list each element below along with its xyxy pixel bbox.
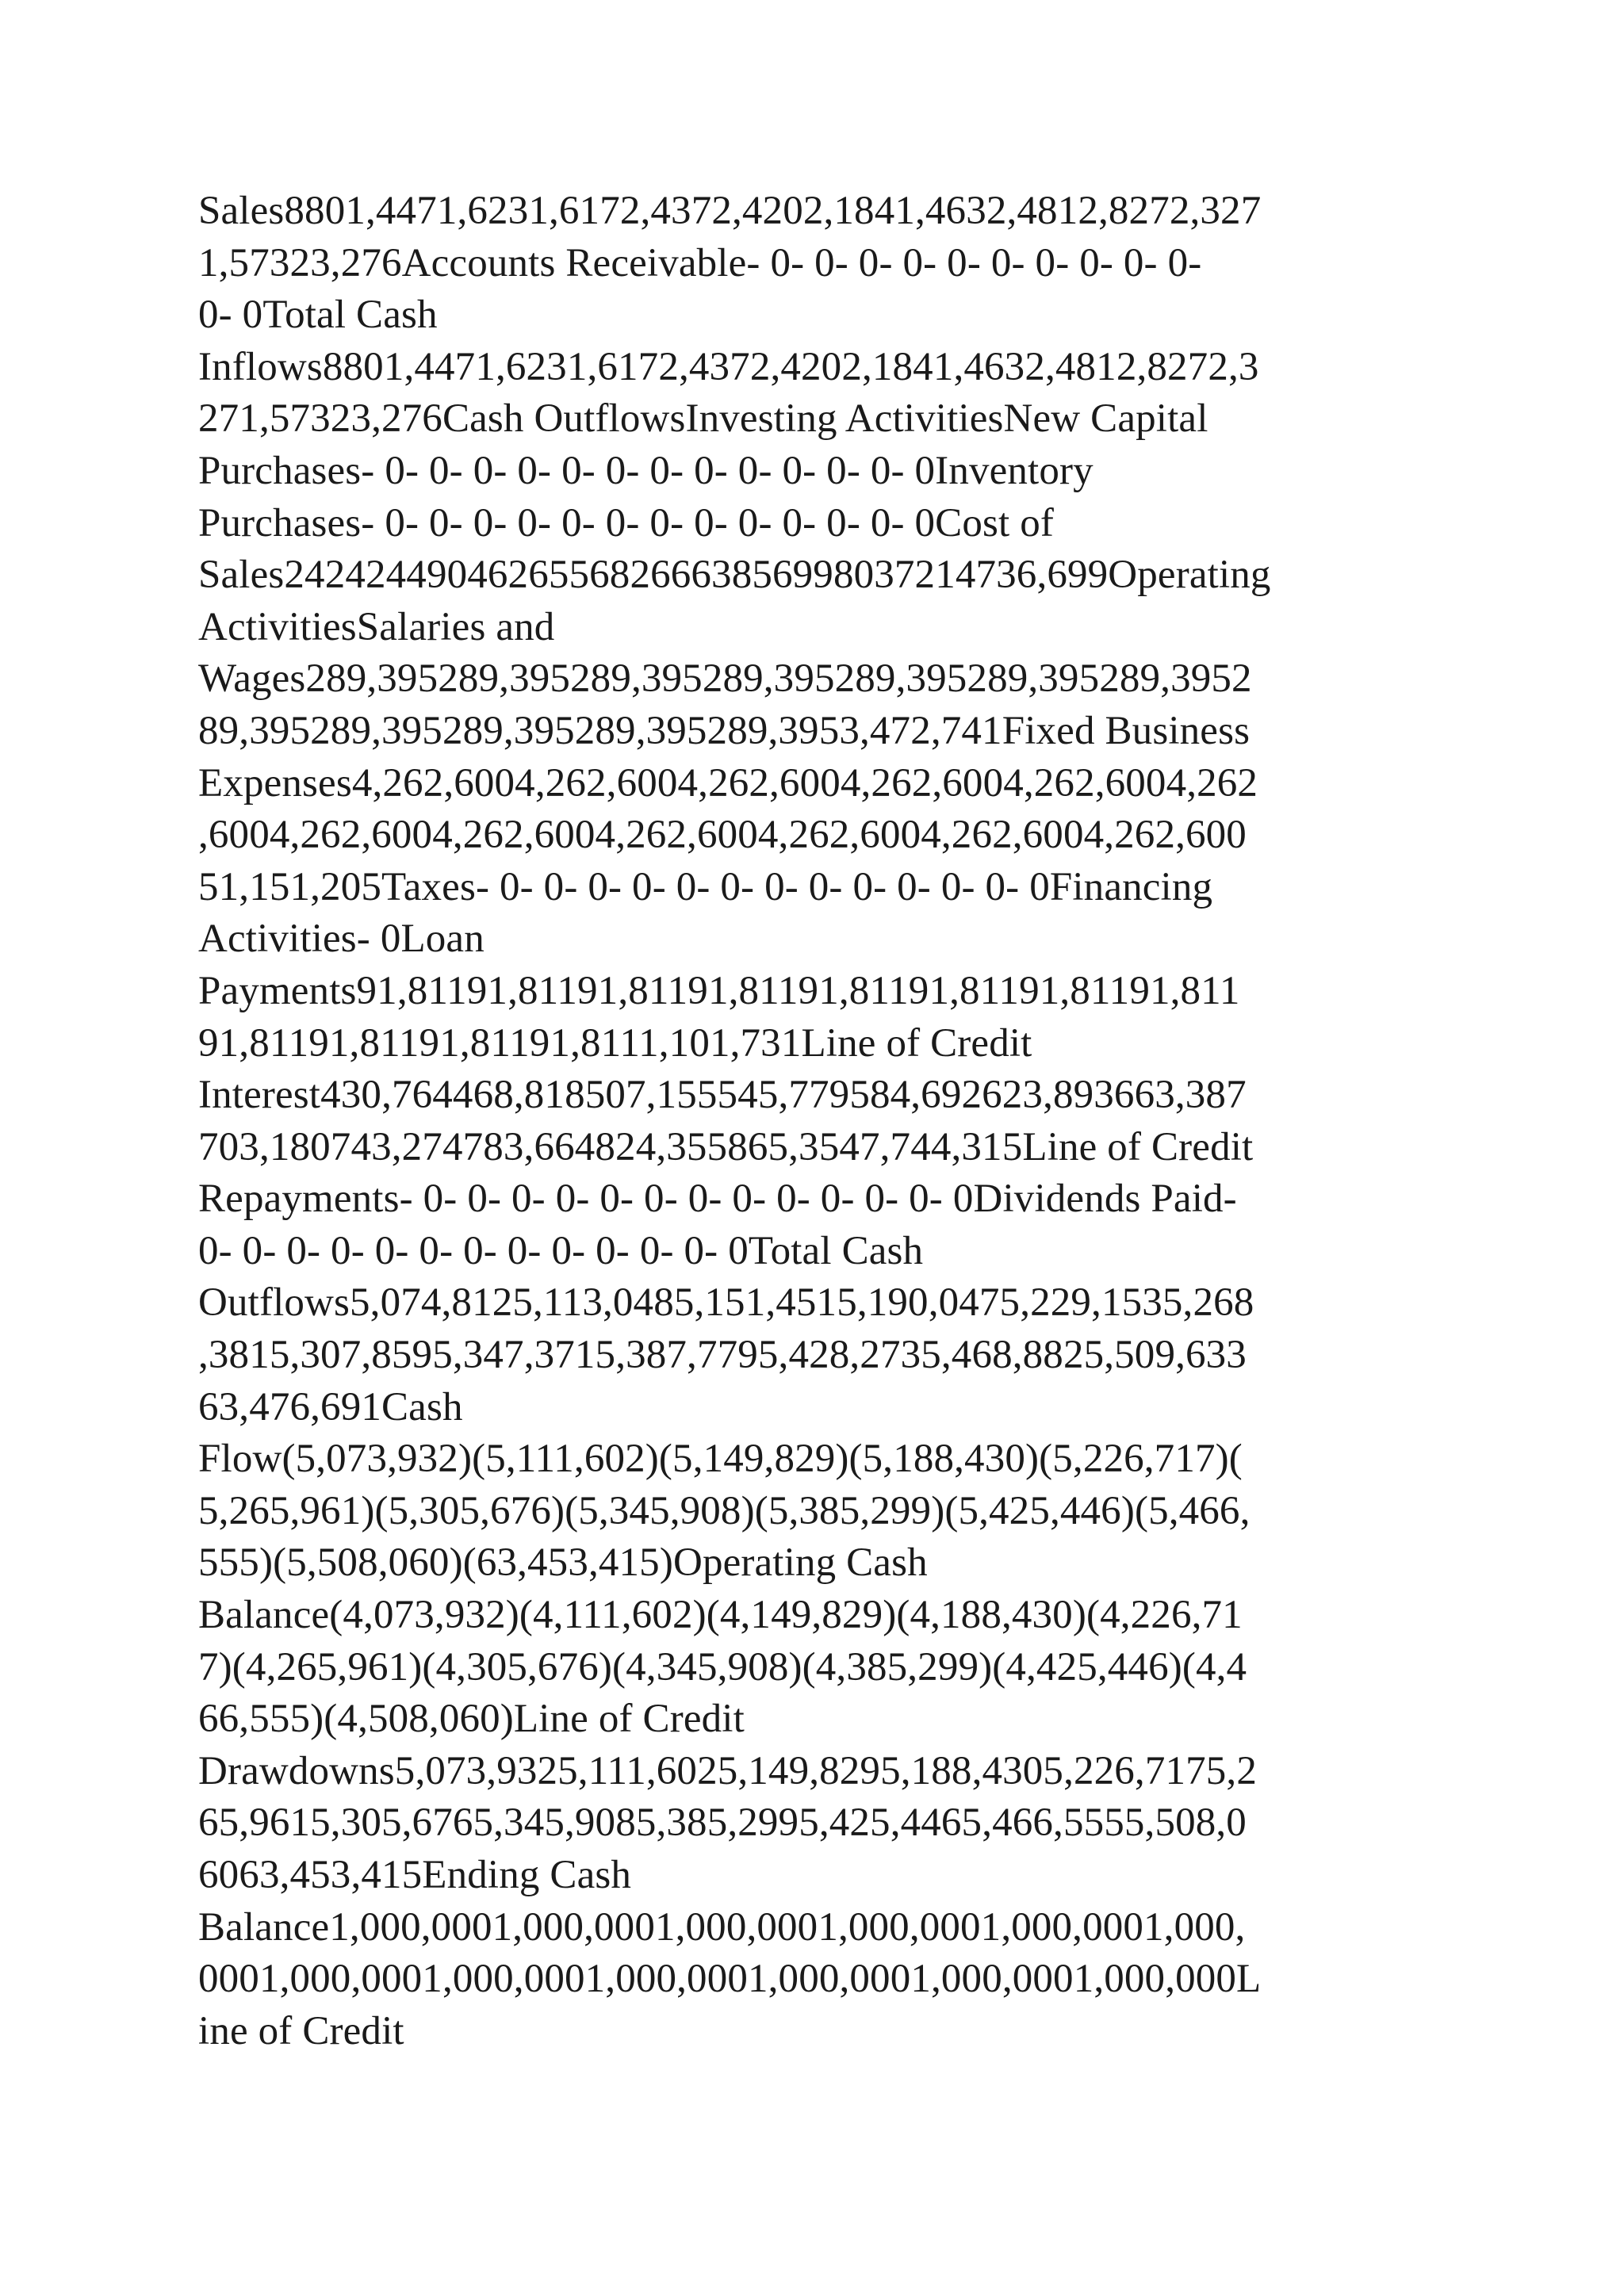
text-line: 0- 0- 0- 0- 0- 0- 0- 0- 0- 0- 0- 0- 0Total Cash (198, 1228, 924, 1273)
text-line: 5,265,961)(5,305,676)(5,345,908)(5,385,299)(5,425,446)(5,466, (198, 1488, 1251, 1533)
text-line: Balance(4,073,932)(4,111,602)(4,149,829)(4,188,430)(4,226,71 (198, 1593, 1243, 1638)
text-line: 89,395289,395289,395289,395289,3953,472,741Fixed Business (198, 708, 1251, 753)
text-line: Drawdowns5,073,9325,111,6025,149,8295,188,4305,226,7175,2 (198, 1748, 1257, 1793)
text-line: 7)(4,265,961)(4,305,676)(4,345,908)(4,385,299)(4,425,446)(4,4 (198, 1644, 1247, 1689)
text-line: Repayments- 0- 0- 0- 0- 0- 0- 0- 0- 0- 0- 0- 0- 0Dividends Paid- (198, 1177, 1237, 1222)
body-text (198, 186, 1435, 2057)
text-line: Inflows8801,4471,6231,6172,4372,4202,1841,4632,4812,8272,3 (198, 344, 1259, 389)
text-line: Payments91,81191,81191,81191,81191,81191,81191,81191,811 (198, 968, 1240, 1013)
text-line: 91,81191,81191,81191,8111,101,731Line of Credit (198, 1020, 1032, 1066)
text-line: Sales242424490462655682666385699803721473​6,699Operating (198, 553, 1271, 598)
text-line: Sales8801,4471,6231,6172,4372,4202,1841,4632,4812,8272,327 (198, 189, 1262, 233)
text-line: ,6004,262,6004,262,6004,262,6004,262,6004,262,6004,262,600 (198, 813, 1247, 858)
text-line: Flow(5,073,932)(5,111,602)(5,149,829)(5,188,430)(5,226,717)( (198, 1437, 1243, 1482)
text-line: Purchases- 0- 0- 0- 0- 0- 0- 0- 0- 0- 0- 0- 0- 0Cost of (198, 500, 1055, 545)
text-line: 63,476,691Cash (198, 1384, 463, 1429)
text-line: Balance1,000,0001,000,0001,000,0001,000,0001,000,0001,000, (198, 1904, 1246, 1950)
text-line: ine of Credit (198, 2008, 404, 2053)
text-line: ActivitiesSalaries and (198, 604, 555, 649)
text-line: Expenses4,262,6004,262,6004,262,6004,262,6004,262,6004,262 (198, 760, 1258, 806)
text-line: 65,9615,305,6765,345,9085,385,2995,425,4465,466,5555,508,0 (198, 1800, 1247, 1846)
text-line: 0001,000,0001,000,0001,000,0001,000,0001,000,0001,000,000L (198, 1957, 1262, 2002)
text-line: 0- 0Total Cash (198, 293, 438, 338)
text-line: 1,57323,276Accounts Receivable- 0- 0- 0- 0- 0- 0- 0- 0- 0- 0- (198, 240, 1202, 285)
text-line: 51,151,205Taxes- 0- 0- 0- 0- 0- 0- 0- 0- 0- 0- 0- 0- 0Financing (198, 864, 1213, 909)
text-line: 555)(5,508,060)(63,453,415)Operating Cash (198, 1540, 928, 1586)
text-line: Interest430,764468,818507,155545,779584,692623,893663,387 (198, 1073, 1247, 1118)
text-line: 703,180743,274783,664824,355865,3547,744,315Line of Credit (198, 1124, 1254, 1169)
text-line: Purchases- 0- 0- 0- 0- 0- 0- 0- 0- 0- 0- 0- 0- 0Inventory (198, 448, 1094, 493)
text-line: Activities- 0Loan (198, 916, 485, 962)
text-line: 66,555)(4,508,060)Line of Credit (198, 1697, 745, 1742)
text-line: 271,57323,276Cash OutflowsInvesting ActivitiesNew Capital (198, 396, 1208, 442)
text-line: Wages289,395289,395289,395289,395289,395289,395289,3952 (198, 656, 1252, 702)
text-line: 6063,453,415Ending Cash (198, 1853, 632, 1897)
text-line: Outflows5,074,8125,113,0485,151,4515,190,0475,229,1535,268 (198, 1280, 1254, 1326)
text-line: ,3815,307,8595,347,3715,387,7795,428,2735,468,8825,509,633 (198, 1333, 1247, 1378)
